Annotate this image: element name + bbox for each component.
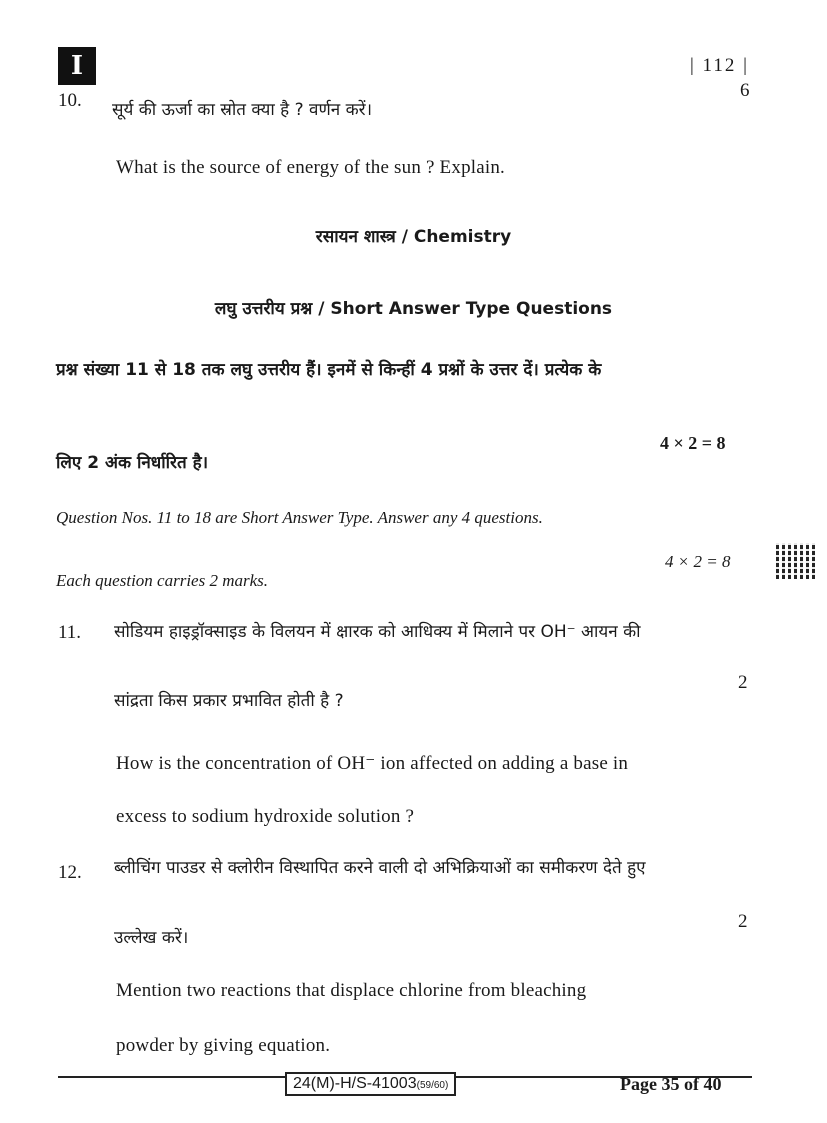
question-12-marks: 2 <box>738 911 748 932</box>
question-11-english-line2: excess to sodium hydroxide solution ? <box>116 806 415 827</box>
question-10-hindi: सूर्य की ऊर्जा का स्रोत क्या है ? वर्णन करें। <box>112 100 373 120</box>
question-12-english-line2: powder by giving equation. <box>116 1035 331 1056</box>
question-12-number: 12. <box>58 862 82 883</box>
section-heading: लघु उत्तरीय प्रश्न / Short Answer Type Questions <box>214 299 613 319</box>
paper-code: | 112 | <box>690 55 749 76</box>
question-12-hindi-line1: ब्लीचिंग पाउडर से क्लोरीन विस्थापित करने वाली दो अभिक्रियाओं का समीकरण देते हुए <box>114 858 646 878</box>
question-12-hindi-line2: उल्लेख करें। <box>114 928 189 948</box>
question-10-english: What is the source of energy of the sun ? Explain. <box>116 157 506 178</box>
page-number: Page 35 of 40 <box>620 1074 722 1094</box>
question-10-number: 10. <box>58 90 82 111</box>
instructions-hindi-line1: प्रश्न संख्या 11 से 18 तक लघु उत्तरीय हैं। इनमें से किन्हीं 4 प्रश्नों के उत्तर दें। प्रत्येक के <box>56 360 602 380</box>
instructions-english-marks: 4 × 2 = 8 <box>665 552 731 571</box>
footer-code <box>285 1072 456 1096</box>
instructions-english-line1: Question Nos. 11 to 18 are Short Answer Type. Answer any 4 questions. <box>56 508 543 527</box>
question-11-english-line1: How is the concentration of OH⁻ ion affected on adding a base in <box>116 753 629 774</box>
question-11-marks: 2 <box>738 672 748 693</box>
question-10-marks: 6 <box>740 80 750 101</box>
footer-code-suffix: (59/60) <box>416 1080 449 1091</box>
question-11-hindi-line1: सोडियम हाइड्रॉक्साइड के विलयन में क्षारक को आधिक्य में मिलाने पर OH⁻ आयन की <box>114 622 641 642</box>
question-11-number: 11. <box>58 622 82 643</box>
instructions-english-line2: Each question carries 2 marks. <box>56 571 269 590</box>
qr-code-icon <box>776 543 816 579</box>
footer-code-main: 24(M)-H/S-41003 <box>293 1075 417 1092</box>
instructions-hindi-line2: लिए 2 अंक निर्धारित है। <box>56 453 209 473</box>
question-11-hindi-line2: सांद्रता किस प्रकार प्रभावित होती है ? <box>114 691 344 711</box>
instructions-hindi-marks: 4 × 2 = 8 <box>660 433 726 453</box>
subject-title: रसायन शास्त्र / Chemistry <box>315 227 512 247</box>
section-badge: I <box>58 47 96 85</box>
question-12-english-line1: Mention two reactions that displace chlorine from bleaching <box>116 980 587 1001</box>
